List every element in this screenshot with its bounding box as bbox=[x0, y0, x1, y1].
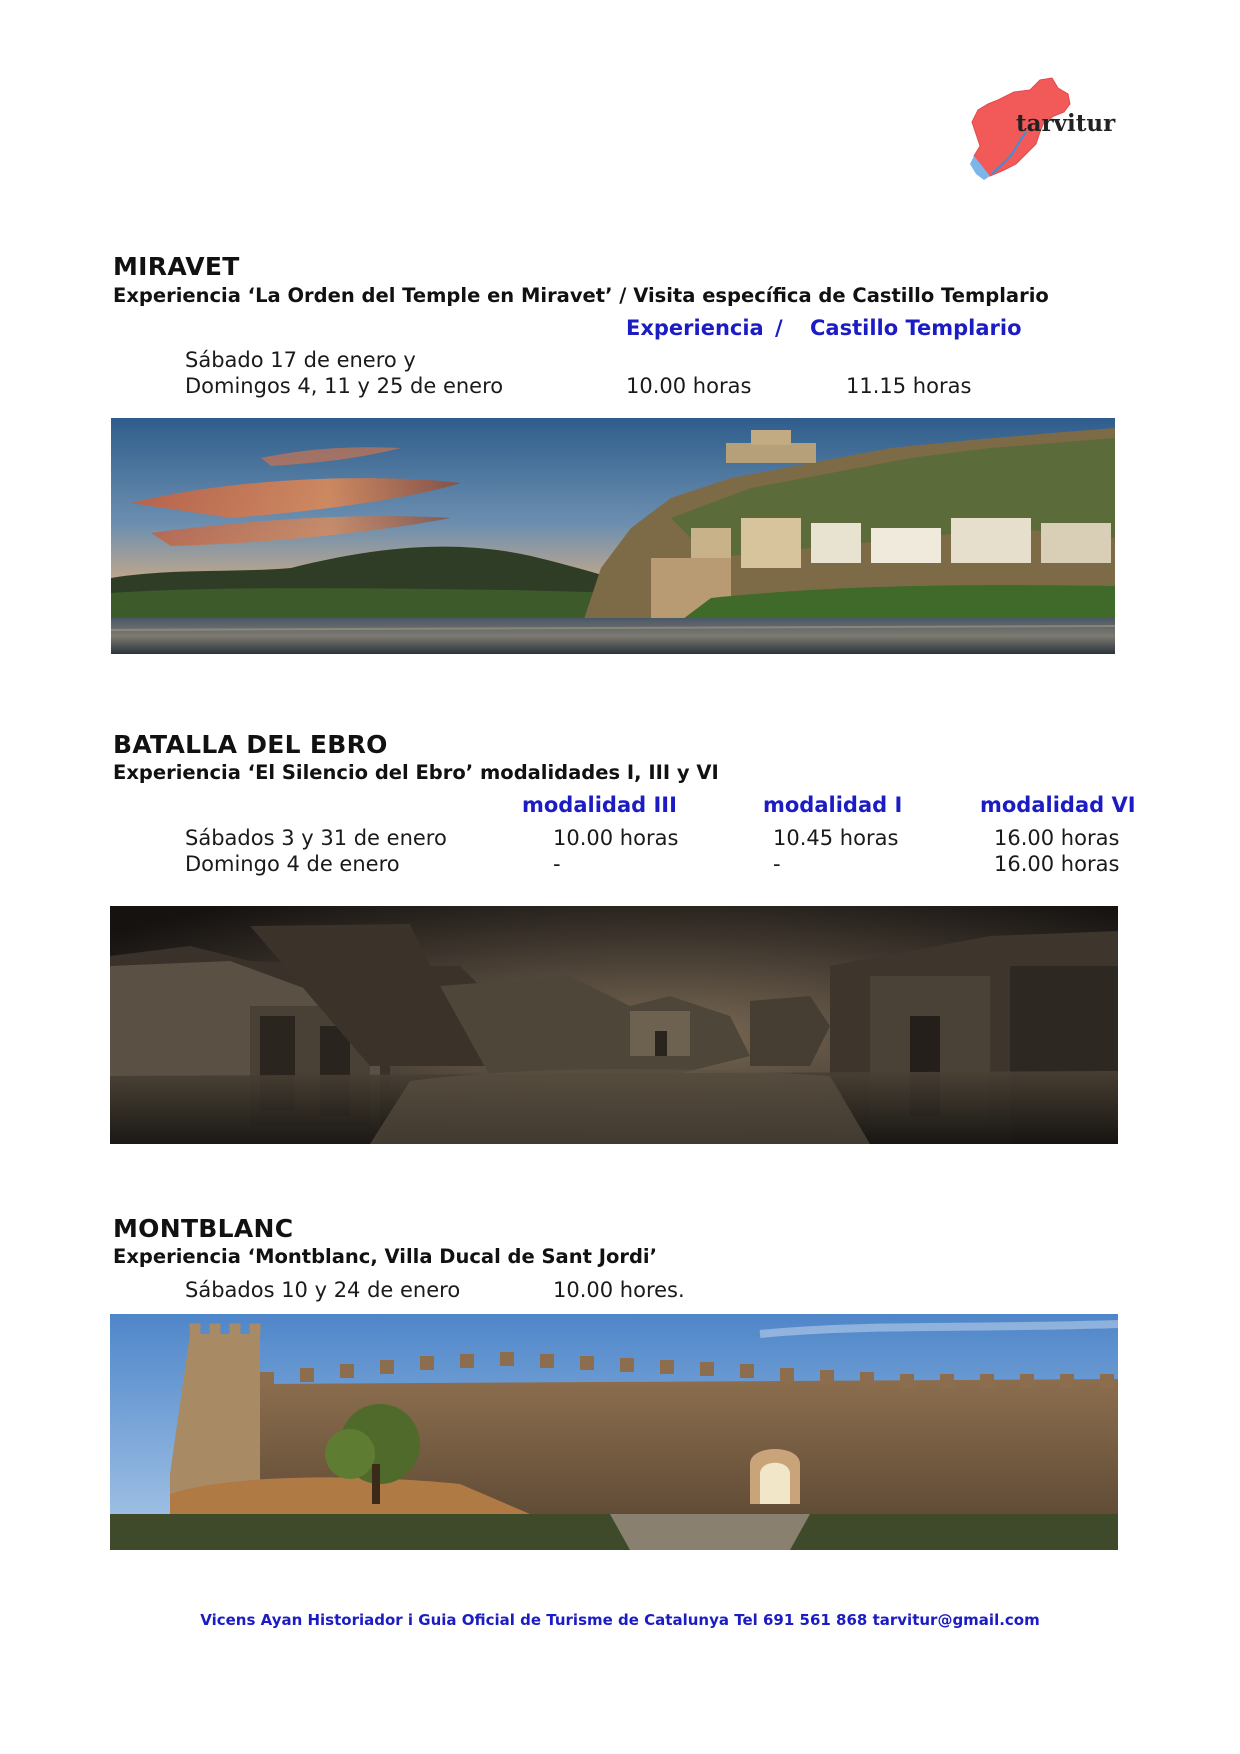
section-subtitle-miravet: Experiencia ‘La Orden del Temple en Miravet’ / Visita específica de Castillo Templario bbox=[113, 284, 1049, 307]
miravet-time-castillo: 11.15 horas bbox=[846, 374, 972, 398]
miravet-date-line2: Domingos 4, 11 y 25 de enero bbox=[185, 374, 504, 398]
col-header-modalidad-iii: modalidad III bbox=[522, 793, 677, 817]
montblanc-time: 10.00 hores. bbox=[553, 1278, 685, 1302]
section-subtitle-ebro: Experiencia ‘El Silencio del Ebro’ modalidades I, III y VI bbox=[113, 761, 719, 784]
ruined-village-photo bbox=[110, 906, 1118, 1144]
ebro-row-1-i: 10.45 horas bbox=[773, 826, 899, 850]
montblanc-date: Sábados 10 y 24 de enero bbox=[185, 1278, 461, 1302]
col-header-experiencia: Experiencia bbox=[626, 316, 764, 340]
col-header-modalidad-i: modalidad I bbox=[763, 793, 903, 817]
col-header-separator: / bbox=[775, 316, 783, 340]
ebro-row-2-iii: - bbox=[553, 852, 561, 876]
ebro-row-2-date: Domingo 4 de enero bbox=[185, 852, 400, 876]
section-subtitle-montblanc: Experiencia ‘Montblanc, Villa Ducal de Sant Jordi’ bbox=[113, 1245, 658, 1268]
ebro-row-1-iii: 10.00 horas bbox=[553, 826, 679, 850]
tarvitur-logo bbox=[940, 70, 1140, 190]
col-header-modalidad-vi: modalidad VI bbox=[980, 793, 1136, 817]
ebro-row-2-vi: 16.00 horas bbox=[994, 852, 1120, 876]
ebro-row-2-i: - bbox=[773, 852, 781, 876]
section-title-miravet: MIRAVET bbox=[113, 252, 240, 281]
ebro-row-1-vi: 16.00 horas bbox=[994, 826, 1120, 850]
logo-text: tarvitur bbox=[1016, 110, 1116, 137]
section-title-montblanc: MONTBLANC bbox=[113, 1214, 294, 1243]
miravet-castle-photo bbox=[111, 418, 1115, 654]
miravet-date-line1: Sábado 17 de enero y bbox=[185, 348, 416, 372]
miravet-time-experiencia: 10.00 horas bbox=[626, 374, 752, 398]
col-header-castillo: Castillo Templario bbox=[810, 316, 1022, 340]
section-title-ebro: BATALLA DEL EBRO bbox=[113, 730, 388, 759]
footer-contact: Vicens Ayan Historiador i Guia Oficial de Turisme de Catalunya Tel 691 561 868 tarvitur@gmail.com bbox=[200, 1611, 1040, 1629]
ebro-row-1-date: Sábados 3 y 31 de enero bbox=[185, 826, 447, 850]
montblanc-wall-photo bbox=[110, 1314, 1118, 1550]
